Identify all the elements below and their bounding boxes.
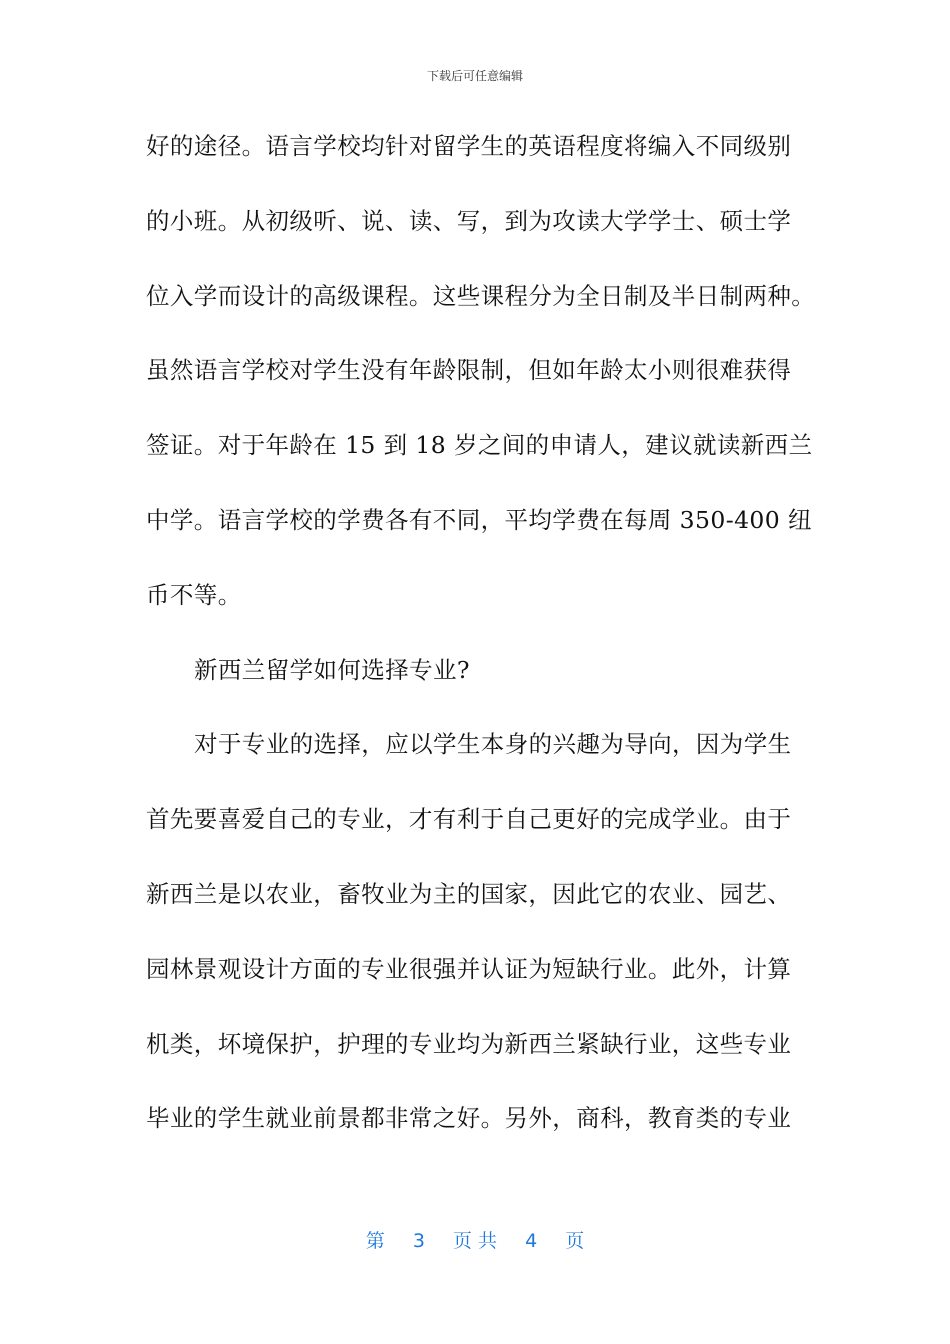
- text-line: 币不等。: [146, 580, 242, 609]
- text-line: 机类，坏境保护，护理的专业均为新西兰紧缺行业，这些专业: [146, 1029, 792, 1058]
- section-heading: 新西兰留学如何选择专业?: [194, 655, 470, 684]
- text-line: 首先要喜爱自己的专业，才有利于自己更好的完成学业。由于: [146, 805, 792, 834]
- text-line: 中学。语言学校的学费各有不同，平均学费在每周 350-400 纽: [146, 505, 812, 534]
- total-pages: 4: [525, 1230, 538, 1252]
- text-line: 虽然语言学校对学生没有年龄限制，但如年龄太小则很难获得: [146, 356, 792, 385]
- text-line: 园林景观设计方面的专业很强并认证为短缺行业。此外，计算: [146, 954, 792, 983]
- footer-suffix: 页: [565, 1230, 585, 1252]
- page-header: 下载后可任意编辑: [426, 69, 523, 83]
- text-line: 毕业的学生就业前景都非常之好。另外，商科，教育类的专业: [146, 1104, 792, 1133]
- page-number-footer: [0, 1226, 950, 1253]
- footer-middle: 页 共: [452, 1230, 498, 1252]
- text-line: 对于专业的选择，应以学生本身的兴趣为导向，因为学生: [194, 730, 792, 759]
- text-line: 新西兰是以农业，畜牧业为主的国家，因此它的农业、园艺、: [146, 879, 792, 908]
- document-body: [146, 129, 826, 1176]
- text-line: 签证。对于年龄在 15 到 18 岁之间的申请人，建议就读新西兰: [146, 431, 813, 460]
- text-line: 好的途径。语言学校均针对留学生的英语程度将编入不同级别: [146, 132, 792, 160]
- footer-prefix: 第: [365, 1230, 385, 1252]
- text-line: 的小班。从初级听、说、读、写，到为攻读大学学士、硕士学: [146, 206, 792, 235]
- text-line: 位入学而设计的高级课程。这些课程分为全日制及半日制两种。: [146, 281, 816, 310]
- current-page: 3: [412, 1230, 425, 1252]
